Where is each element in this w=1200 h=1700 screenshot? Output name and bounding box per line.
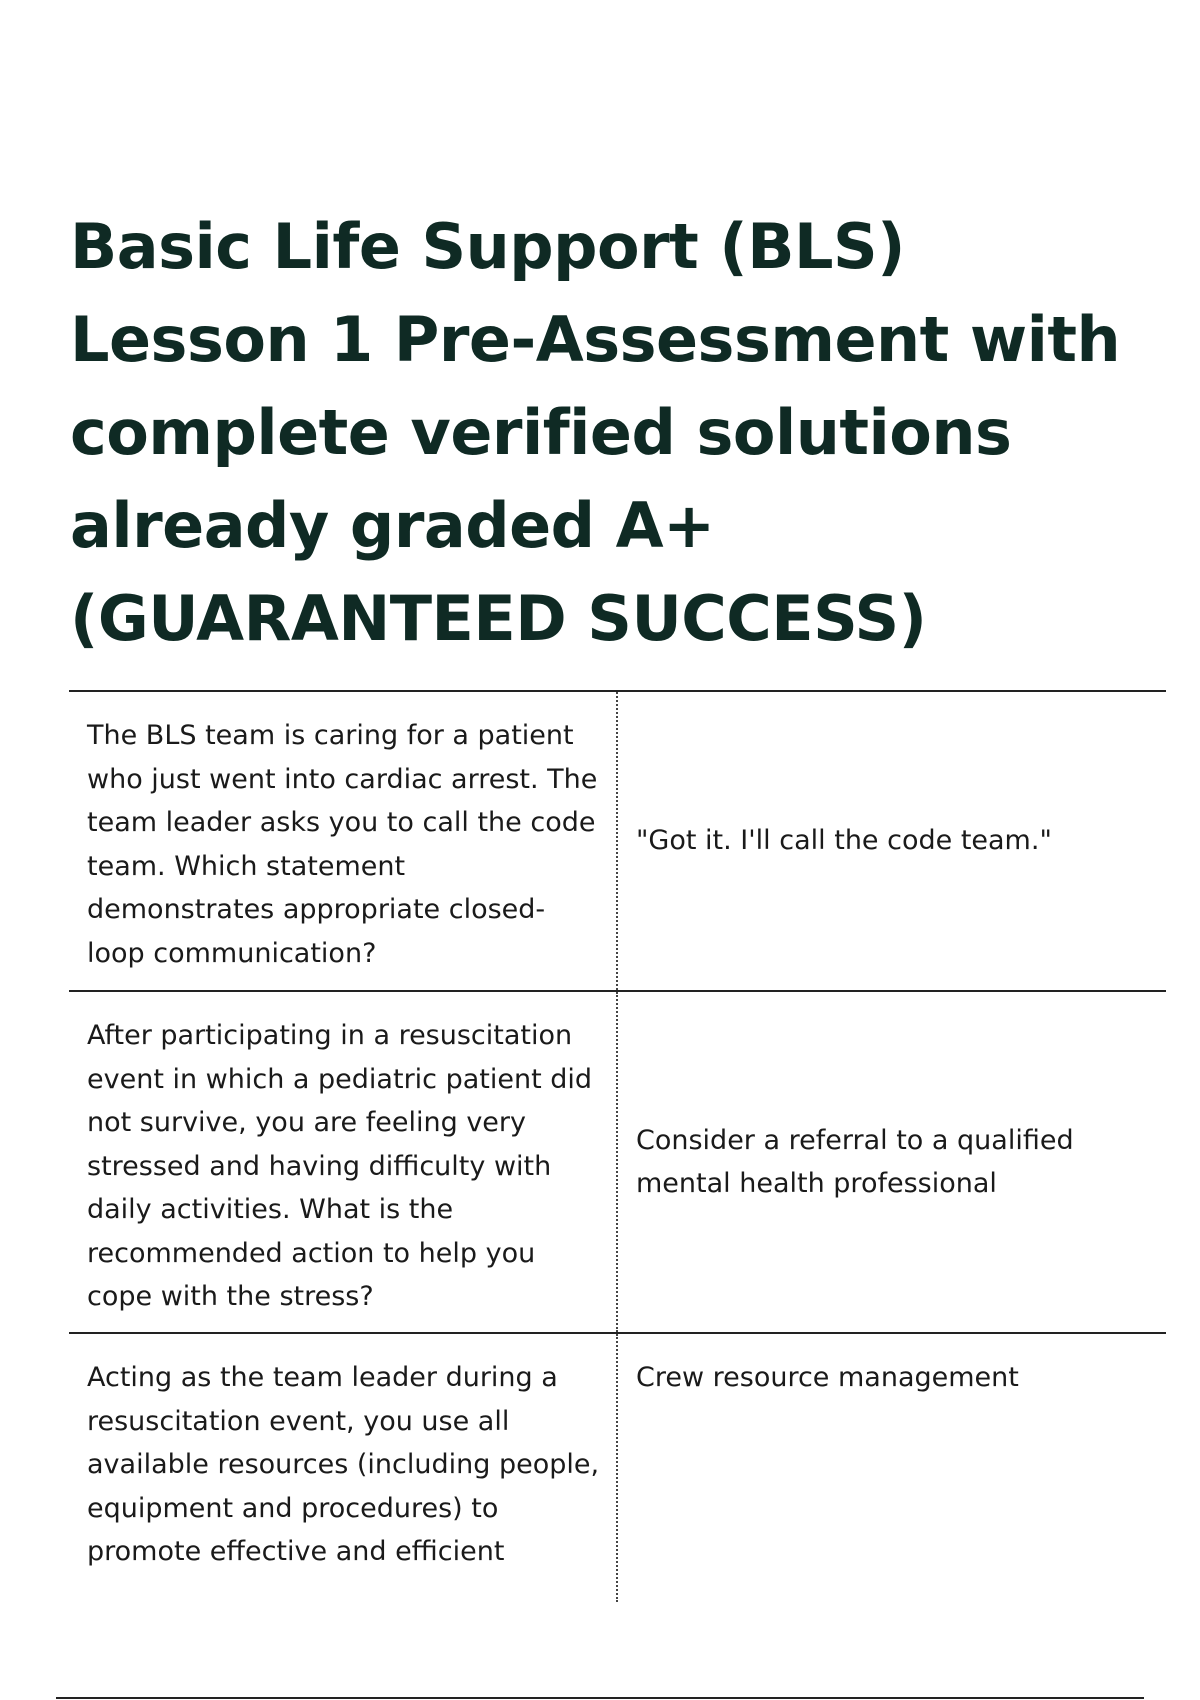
question-cell: Acting as the team leader during a resuscitation event, you use all available resources (including people, equipment and procedures) to promote effective and efficient — [69, 1334, 618, 1602]
page-divider — [56, 1697, 1144, 1699]
qa-row — [69, 1334, 1166, 1602]
document-title: Basic Life Support (BLS) Lesson 1 Pre-Assessment with complete verified solutions already graded A+ (GUARANTEED SUCCESS) — [70, 210, 1121, 655]
qa-row — [69, 992, 1166, 1334]
question-cell: The BLS team is caring for a patient who just went into cardiac arrest. The team leader asks you to call the code team. Which statement demonstrates appropriate closed-loop communication? — [69, 692, 618, 990]
answer-cell: Consider a referral to a qualified mental health professional — [636, 1124, 1074, 1199]
question-cell: After participating in a resuscitation event in which a pediatric patient did not survive, you are feeling very stressed and having difficulty with daily activities. What is the recommended action to help you cope with the stress? — [69, 992, 618, 1332]
qa-row — [69, 692, 1166, 992]
qa-table — [69, 690, 1166, 1602]
answer-cell: "Got it. I'll call the code team." — [636, 825, 1052, 857]
answer-cell: Crew resource management — [636, 1362, 1019, 1393]
